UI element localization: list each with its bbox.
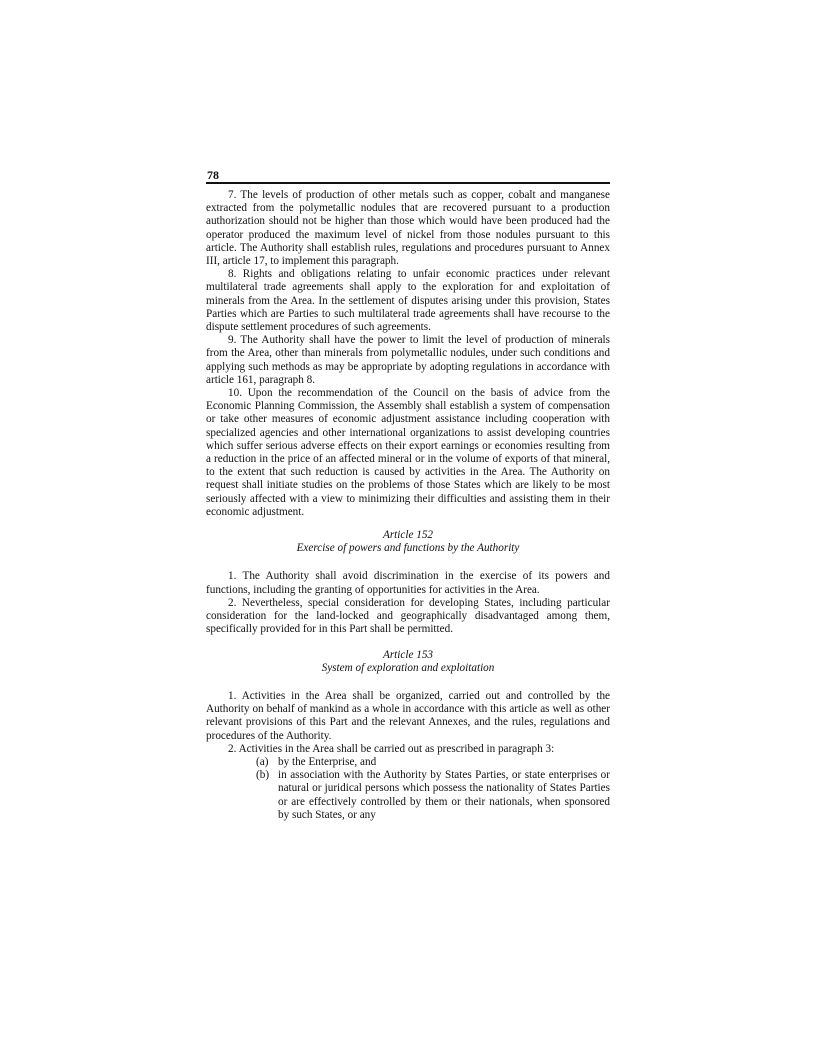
- list-item-marker: (a): [256, 755, 269, 768]
- article-153-list: [206, 756, 610, 822]
- article-153-header: [206, 649, 610, 675]
- list-item-text: by the Enterprise, and: [278, 755, 377, 768]
- spacer: [206, 675, 610, 690]
- spacer: [206, 555, 610, 570]
- paragraph-7: 7. The levels of production of other metals such as copper, cobalt and manganese extracted from the polymetallic nodules that are recovered pursuant to a production authorization should not be higher than those which would have been produced had the operator produced the maximum level of nickel from those nodules pursuant to this article. The Authority shall establish rules, regulations and procedures pursuant to Annex III, article 17, to implement this paragraph.: [206, 189, 610, 268]
- article-153-heading: Article 153: [382, 648, 434, 661]
- document-page: [206, 168, 610, 822]
- header-rule: [206, 182, 610, 184]
- article-153-paragraph-2: 2. Activities in the Area shall be carried out as prescribed in paragraph 3:: [228, 742, 555, 755]
- article-152-paragraph-1: 1. The Authority shall avoid discrimination in the exercise of its powers and functions, including the granting of opportunities for activities in the Area.: [206, 570, 610, 596]
- page-number: 78: [207, 168, 219, 182]
- paragraph-8: 8. Rights and obligations relating to unfair economic practices under relevant multilateral trade agreements shall apply to the exploration for and exploitation of minerals from the Area. In the settlement of disputes arising under this provision, States Parties which are Parties to such multilateral trade agreements shall have recourse to the dispute settlement procedures of such agreements.: [206, 268, 610, 334]
- paragraph-10: 10. Upon the recommendation of the Council on the basis of advice from the Economic Planning Commission, the Assembly shall establish a system of compensation or take other measures of economic adjustment assistance including cooperation with specialized agencies and other international organizations to assist developing countries which suffer serious adverse effects on their export earnings or economies resulting from a reduction in the price of an affected mineral or in the volume of exports of that mineral, to the extent that such reduction is caused by activities in the Area. The Authority on request shall initiate studies on the problems of those States which are likely to be most seriously affected with a view to minimizing their difficulties and assisting them in their economic adjustment.: [206, 387, 610, 518]
- list-item-marker: (b): [256, 769, 270, 782]
- article-153-title: System of exploration and exploitation: [321, 661, 495, 674]
- list-item-text: in association with the Authority by States Parties, or state enterprises or natural or juridical persons which possess the nationality of States Parties or are effectively controlled by them or their nationals, when sponsored by such States, or any: [278, 769, 610, 821]
- article-152-header: [206, 529, 610, 555]
- article-152-paragraph-2: 2. Nevertheless, special consideration for developing States, including particular consideration for the land-locked and geographically disadvantaged among them, specifically provided for in this Part shall be permitted.: [206, 596, 610, 636]
- article-153-paragraph-1: 1. Activities in the Area shall be organized, carried out and controlled by the Authority on behalf of mankind as a whole in accordance with this article as well as other relevant provisions of this Part and the relevant Annexes, and the rules, regulations and procedures of the Authority.: [206, 689, 610, 742]
- paragraph-9: 9. The Authority shall have the power to limit the level of production of minerals from the Area, other than minerals from polymetallic nodules, under such conditions and applying such methods as may be appropriate by adopting regulations in accordance with article 161, paragraph 8.: [206, 334, 610, 386]
- list-item: [206, 756, 610, 769]
- list-item: [206, 769, 610, 822]
- article-152-title: Exercise of powers and functions by the Authority: [296, 542, 520, 555]
- article-152-heading: Article 152: [382, 529, 434, 542]
